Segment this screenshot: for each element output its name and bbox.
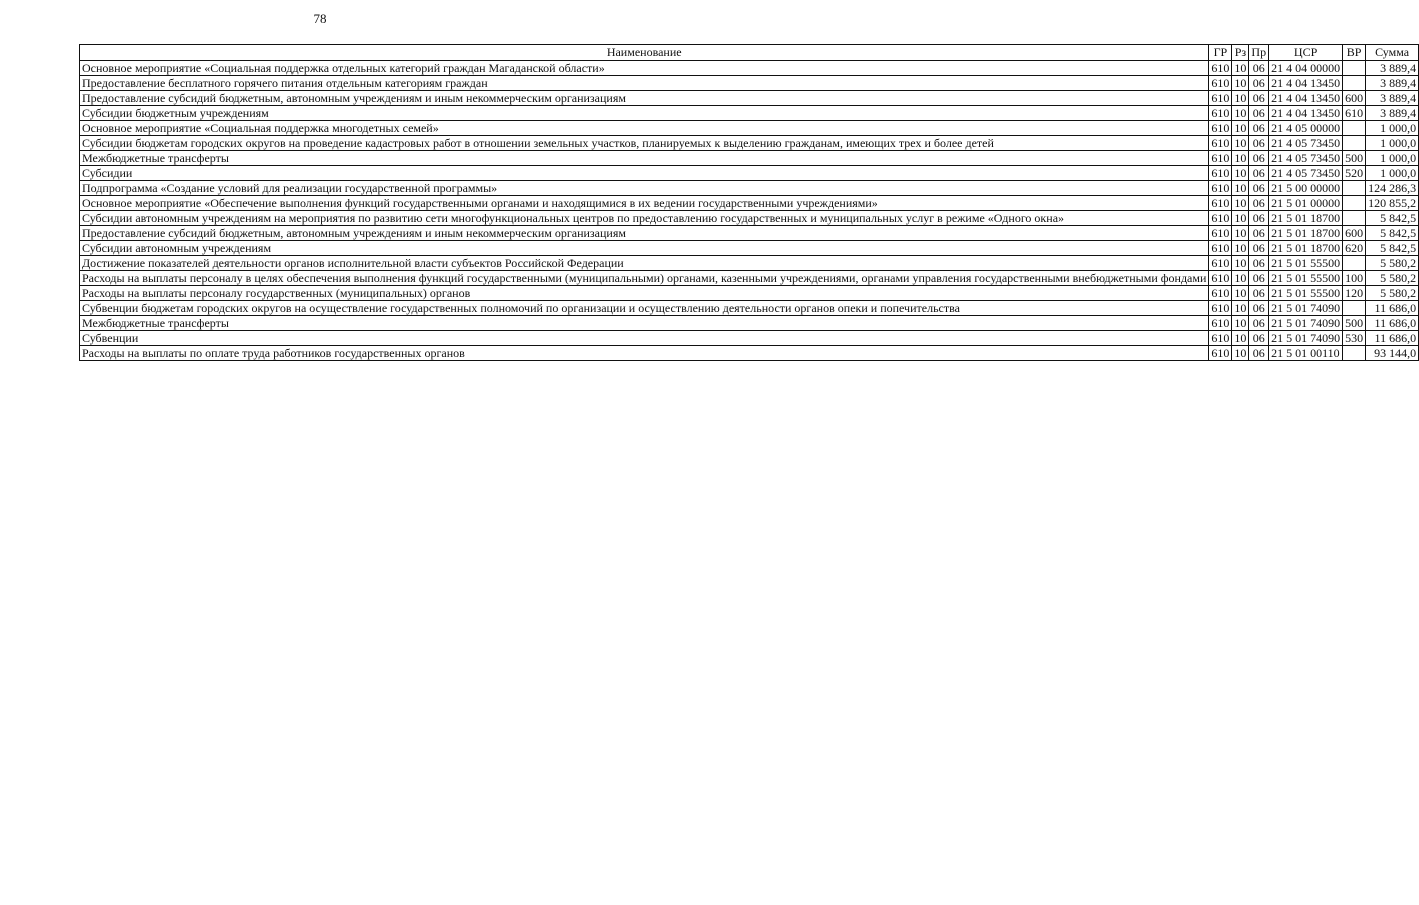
cell-gr: 610 <box>1209 316 1232 331</box>
cell-gr: 610 <box>1209 91 1232 106</box>
cell-name: Расходы на выплаты персоналу в целях обеспечения выполнения функций государственными (муниципальными) органами, казенными учреждениями, органами управления государственными внебюджетными фондами <box>80 271 1209 286</box>
cell-vr: 610 <box>1343 106 1366 121</box>
cell-name: Субсидии автономным учреждениям на мероприятия по развитию сети многофункциональных центров по предоставлению государственных и муниципальных услуг в режиме «Одного окна» <box>80 211 1209 226</box>
cell-gr: 610 <box>1209 226 1232 241</box>
cell-vr <box>1343 256 1366 271</box>
cell-sum: 1 000,0 <box>1366 151 1419 166</box>
cell-vr: 500 <box>1343 151 1366 166</box>
cell-gr: 610 <box>1209 271 1232 286</box>
cell-sum: 93 144,0 <box>1366 346 1419 361</box>
cell-csr: 21 4 04 13450 <box>1269 91 1343 106</box>
cell-rz: 10 <box>1232 76 1249 91</box>
cell-vr <box>1343 346 1366 361</box>
cell-sum: 11 686,0 <box>1366 331 1419 346</box>
cell-pr: 06 <box>1249 61 1269 76</box>
cell-sum: 120 855,2 <box>1366 196 1419 211</box>
table-row <box>80 211 1419 226</box>
cell-sum: 5 580,2 <box>1366 256 1419 271</box>
cell-rz: 10 <box>1232 106 1249 121</box>
table-row <box>80 181 1419 196</box>
cell-csr: 21 5 00 00000 <box>1269 181 1343 196</box>
table-row <box>80 331 1419 346</box>
table-row <box>80 76 1419 91</box>
cell-csr: 21 5 01 74090 <box>1269 301 1343 316</box>
table-row <box>80 136 1419 151</box>
cell-csr: 21 5 01 74090 <box>1269 331 1343 346</box>
cell-name: Предоставление бесплатного горячего питания отдельным категориям граждан <box>80 76 1209 91</box>
cell-gr: 610 <box>1209 121 1232 136</box>
cell-pr: 06 <box>1249 346 1269 361</box>
cell-gr: 610 <box>1209 151 1232 166</box>
cell-gr: 610 <box>1209 181 1232 196</box>
cell-pr: 06 <box>1249 331 1269 346</box>
cell-sum: 3 889,4 <box>1366 91 1419 106</box>
cell-name: Субвенции бюджетам городских округов на осуществление государственных полномочий по организации и осуществлению деятельности органов опеки и попечительства <box>80 301 1209 316</box>
cell-vr <box>1343 136 1366 151</box>
table-row <box>80 91 1419 106</box>
cell-pr: 06 <box>1249 196 1269 211</box>
table-row <box>80 151 1419 166</box>
cell-csr: 21 4 04 13450 <box>1269 106 1343 121</box>
cell-vr <box>1343 61 1366 76</box>
cell-gr: 610 <box>1209 301 1232 316</box>
cell-csr: 21 5 01 18700 <box>1269 241 1343 256</box>
cell-gr: 610 <box>1209 196 1232 211</box>
cell-sum: 3 889,4 <box>1366 61 1419 76</box>
table-body <box>80 61 1419 361</box>
cell-gr: 610 <box>1209 241 1232 256</box>
cell-vr: 620 <box>1343 241 1366 256</box>
cell-vr <box>1343 301 1366 316</box>
cell-vr: 120 <box>1343 286 1366 301</box>
cell-gr: 610 <box>1209 331 1232 346</box>
cell-name: Основное мероприятие «Обеспечение выполнения функций государственными органами и находящимися в их ведении государственными учреждениями» <box>80 196 1209 211</box>
cell-name: Субсидии автономным учреждениям <box>80 241 1209 256</box>
cell-name: Предоставление субсидий бюджетным, автономным учреждениям и иным некоммерческим организациям <box>80 226 1209 241</box>
table-row <box>80 61 1419 76</box>
table-row <box>80 226 1419 241</box>
table-row <box>80 256 1419 271</box>
page-number: 78 <box>313 11 327 26</box>
cell-csr: 21 5 01 00000 <box>1269 196 1343 211</box>
cell-vr <box>1343 181 1366 196</box>
cell-rz: 10 <box>1232 151 1249 166</box>
cell-name: Субсидии бюджетам городских округов на проведение кадастровых работ в отношении земельных участков, планируемых к выделению гражданам, имеющих трех и более детей <box>80 136 1209 151</box>
cell-name: Субсидии <box>80 166 1209 181</box>
cell-gr: 610 <box>1209 346 1232 361</box>
cell-vr: 520 <box>1343 166 1366 181</box>
cell-gr: 610 <box>1209 256 1232 271</box>
cell-csr: 21 4 04 13450 <box>1269 76 1343 91</box>
table-header-row <box>80 45 1419 61</box>
cell-gr: 610 <box>1209 106 1232 121</box>
cell-vr <box>1343 121 1366 136</box>
cell-gr: 610 <box>1209 76 1232 91</box>
header-csr: ЦСР <box>1269 45 1343 61</box>
cell-name: Межбюджетные трансферты <box>80 316 1209 331</box>
cell-csr: 21 5 01 55500 <box>1269 271 1343 286</box>
cell-vr: 500 <box>1343 316 1366 331</box>
cell-pr: 06 <box>1249 91 1269 106</box>
cell-pr: 06 <box>1249 166 1269 181</box>
cell-rz: 10 <box>1232 346 1249 361</box>
table-row <box>80 196 1419 211</box>
cell-csr: 21 4 05 73450 <box>1269 166 1343 181</box>
cell-pr: 06 <box>1249 76 1269 91</box>
cell-name: Основное мероприятие «Социальная поддержка отдельных категорий граждан Магаданской области» <box>80 61 1209 76</box>
header-sum: Сумма <box>1366 45 1419 61</box>
cell-vr: 600 <box>1343 91 1366 106</box>
cell-sum: 5 580,2 <box>1366 286 1419 301</box>
cell-rz: 10 <box>1232 136 1249 151</box>
table-row <box>80 166 1419 181</box>
cell-rz: 10 <box>1232 241 1249 256</box>
cell-csr: 21 5 01 18700 <box>1269 211 1343 226</box>
cell-name: Субсидии бюджетным учреждениям <box>80 106 1209 121</box>
table-row <box>80 121 1419 136</box>
cell-pr: 06 <box>1249 316 1269 331</box>
cell-sum: 5 842,5 <box>1366 211 1419 226</box>
cell-pr: 06 <box>1249 241 1269 256</box>
cell-csr: 21 4 04 00000 <box>1269 61 1343 76</box>
cell-csr: 21 5 01 74090 <box>1269 316 1343 331</box>
table-row <box>80 286 1419 301</box>
cell-name: Межбюджетные трансферты <box>80 151 1209 166</box>
cell-vr <box>1343 76 1366 91</box>
cell-name: Подпрограмма «Создание условий для реализации государственной программы» <box>80 181 1209 196</box>
cell-rz: 10 <box>1232 196 1249 211</box>
cell-csr: 21 4 05 00000 <box>1269 121 1343 136</box>
cell-name: Субвенции <box>80 331 1209 346</box>
cell-rz: 10 <box>1232 271 1249 286</box>
cell-gr: 610 <box>1209 61 1232 76</box>
cell-rz: 10 <box>1232 121 1249 136</box>
header-pr: Пр <box>1249 45 1269 61</box>
cell-vr: 100 <box>1343 271 1366 286</box>
cell-pr: 06 <box>1249 301 1269 316</box>
cell-vr <box>1343 211 1366 226</box>
cell-pr: 06 <box>1249 106 1269 121</box>
cell-gr: 610 <box>1209 286 1232 301</box>
cell-csr: 21 5 01 00110 <box>1269 346 1343 361</box>
cell-pr: 06 <box>1249 121 1269 136</box>
cell-sum: 11 686,0 <box>1366 301 1419 316</box>
cell-sum: 1 000,0 <box>1366 136 1419 151</box>
cell-sum: 3 889,4 <box>1366 76 1419 91</box>
cell-gr: 610 <box>1209 211 1232 226</box>
cell-vr: 600 <box>1343 226 1366 241</box>
cell-pr: 06 <box>1249 286 1269 301</box>
cell-name: Расходы на выплаты по оплате труда работников государственных органов <box>80 346 1209 361</box>
cell-rz: 10 <box>1232 166 1249 181</box>
header-name: Наименование <box>80 45 1209 61</box>
cell-rz: 10 <box>1232 331 1249 346</box>
cell-csr: 21 4 05 73450 <box>1269 151 1343 166</box>
cell-name: Расходы на выплаты персоналу государственных (муниципальных) органов <box>80 286 1209 301</box>
cell-sum: 11 686,0 <box>1366 316 1419 331</box>
cell-csr: 21 5 01 18700 <box>1269 226 1343 241</box>
cell-csr: 21 5 01 55500 <box>1269 286 1343 301</box>
cell-sum: 5 842,5 <box>1366 241 1419 256</box>
cell-pr: 06 <box>1249 226 1269 241</box>
cell-rz: 10 <box>1232 211 1249 226</box>
cell-name: Достижение показателей деятельности органов исполнительной власти субъектов Российской Федерации <box>80 256 1209 271</box>
cell-pr: 06 <box>1249 181 1269 196</box>
cell-pr: 06 <box>1249 256 1269 271</box>
table-row <box>80 316 1419 331</box>
header-rz: Рз <box>1232 45 1249 61</box>
cell-rz: 10 <box>1232 316 1249 331</box>
cell-pr: 06 <box>1249 136 1269 151</box>
cell-vr <box>1343 196 1366 211</box>
cell-rz: 10 <box>1232 181 1249 196</box>
cell-name: Предоставление субсидий бюджетным, автономным учреждениям и иным некоммерческим организациям <box>80 91 1209 106</box>
cell-rz: 10 <box>1232 91 1249 106</box>
cell-name: Основное мероприятие «Социальная поддержка многодетных семей» <box>80 121 1209 136</box>
table-row <box>80 271 1419 286</box>
cell-gr: 610 <box>1209 166 1232 181</box>
cell-pr: 06 <box>1249 271 1269 286</box>
cell-rz: 10 <box>1232 301 1249 316</box>
header-gr: ГР <box>1209 45 1232 61</box>
cell-pr: 06 <box>1249 211 1269 226</box>
cell-sum: 5 580,2 <box>1366 271 1419 286</box>
cell-sum: 124 286,3 <box>1366 181 1419 196</box>
table-row <box>80 301 1419 316</box>
cell-sum: 1 000,0 <box>1366 121 1419 136</box>
cell-csr: 21 4 05 73450 <box>1269 136 1343 151</box>
cell-rz: 10 <box>1232 226 1249 241</box>
table-row <box>80 346 1419 361</box>
header-vr: ВР <box>1343 45 1366 61</box>
cell-pr: 06 <box>1249 151 1269 166</box>
table-row <box>80 241 1419 256</box>
cell-rz: 10 <box>1232 286 1249 301</box>
cell-rz: 10 <box>1232 61 1249 76</box>
cell-sum: 3 889,4 <box>1366 106 1419 121</box>
cell-csr: 21 5 01 55500 <box>1269 256 1343 271</box>
cell-sum: 1 000,0 <box>1366 166 1419 181</box>
cell-sum: 5 842,5 <box>1366 226 1419 241</box>
table-row <box>80 106 1419 121</box>
budget-table <box>79 44 1419 361</box>
cell-rz: 10 <box>1232 256 1249 271</box>
cell-vr: 530 <box>1343 331 1366 346</box>
cell-gr: 610 <box>1209 136 1232 151</box>
